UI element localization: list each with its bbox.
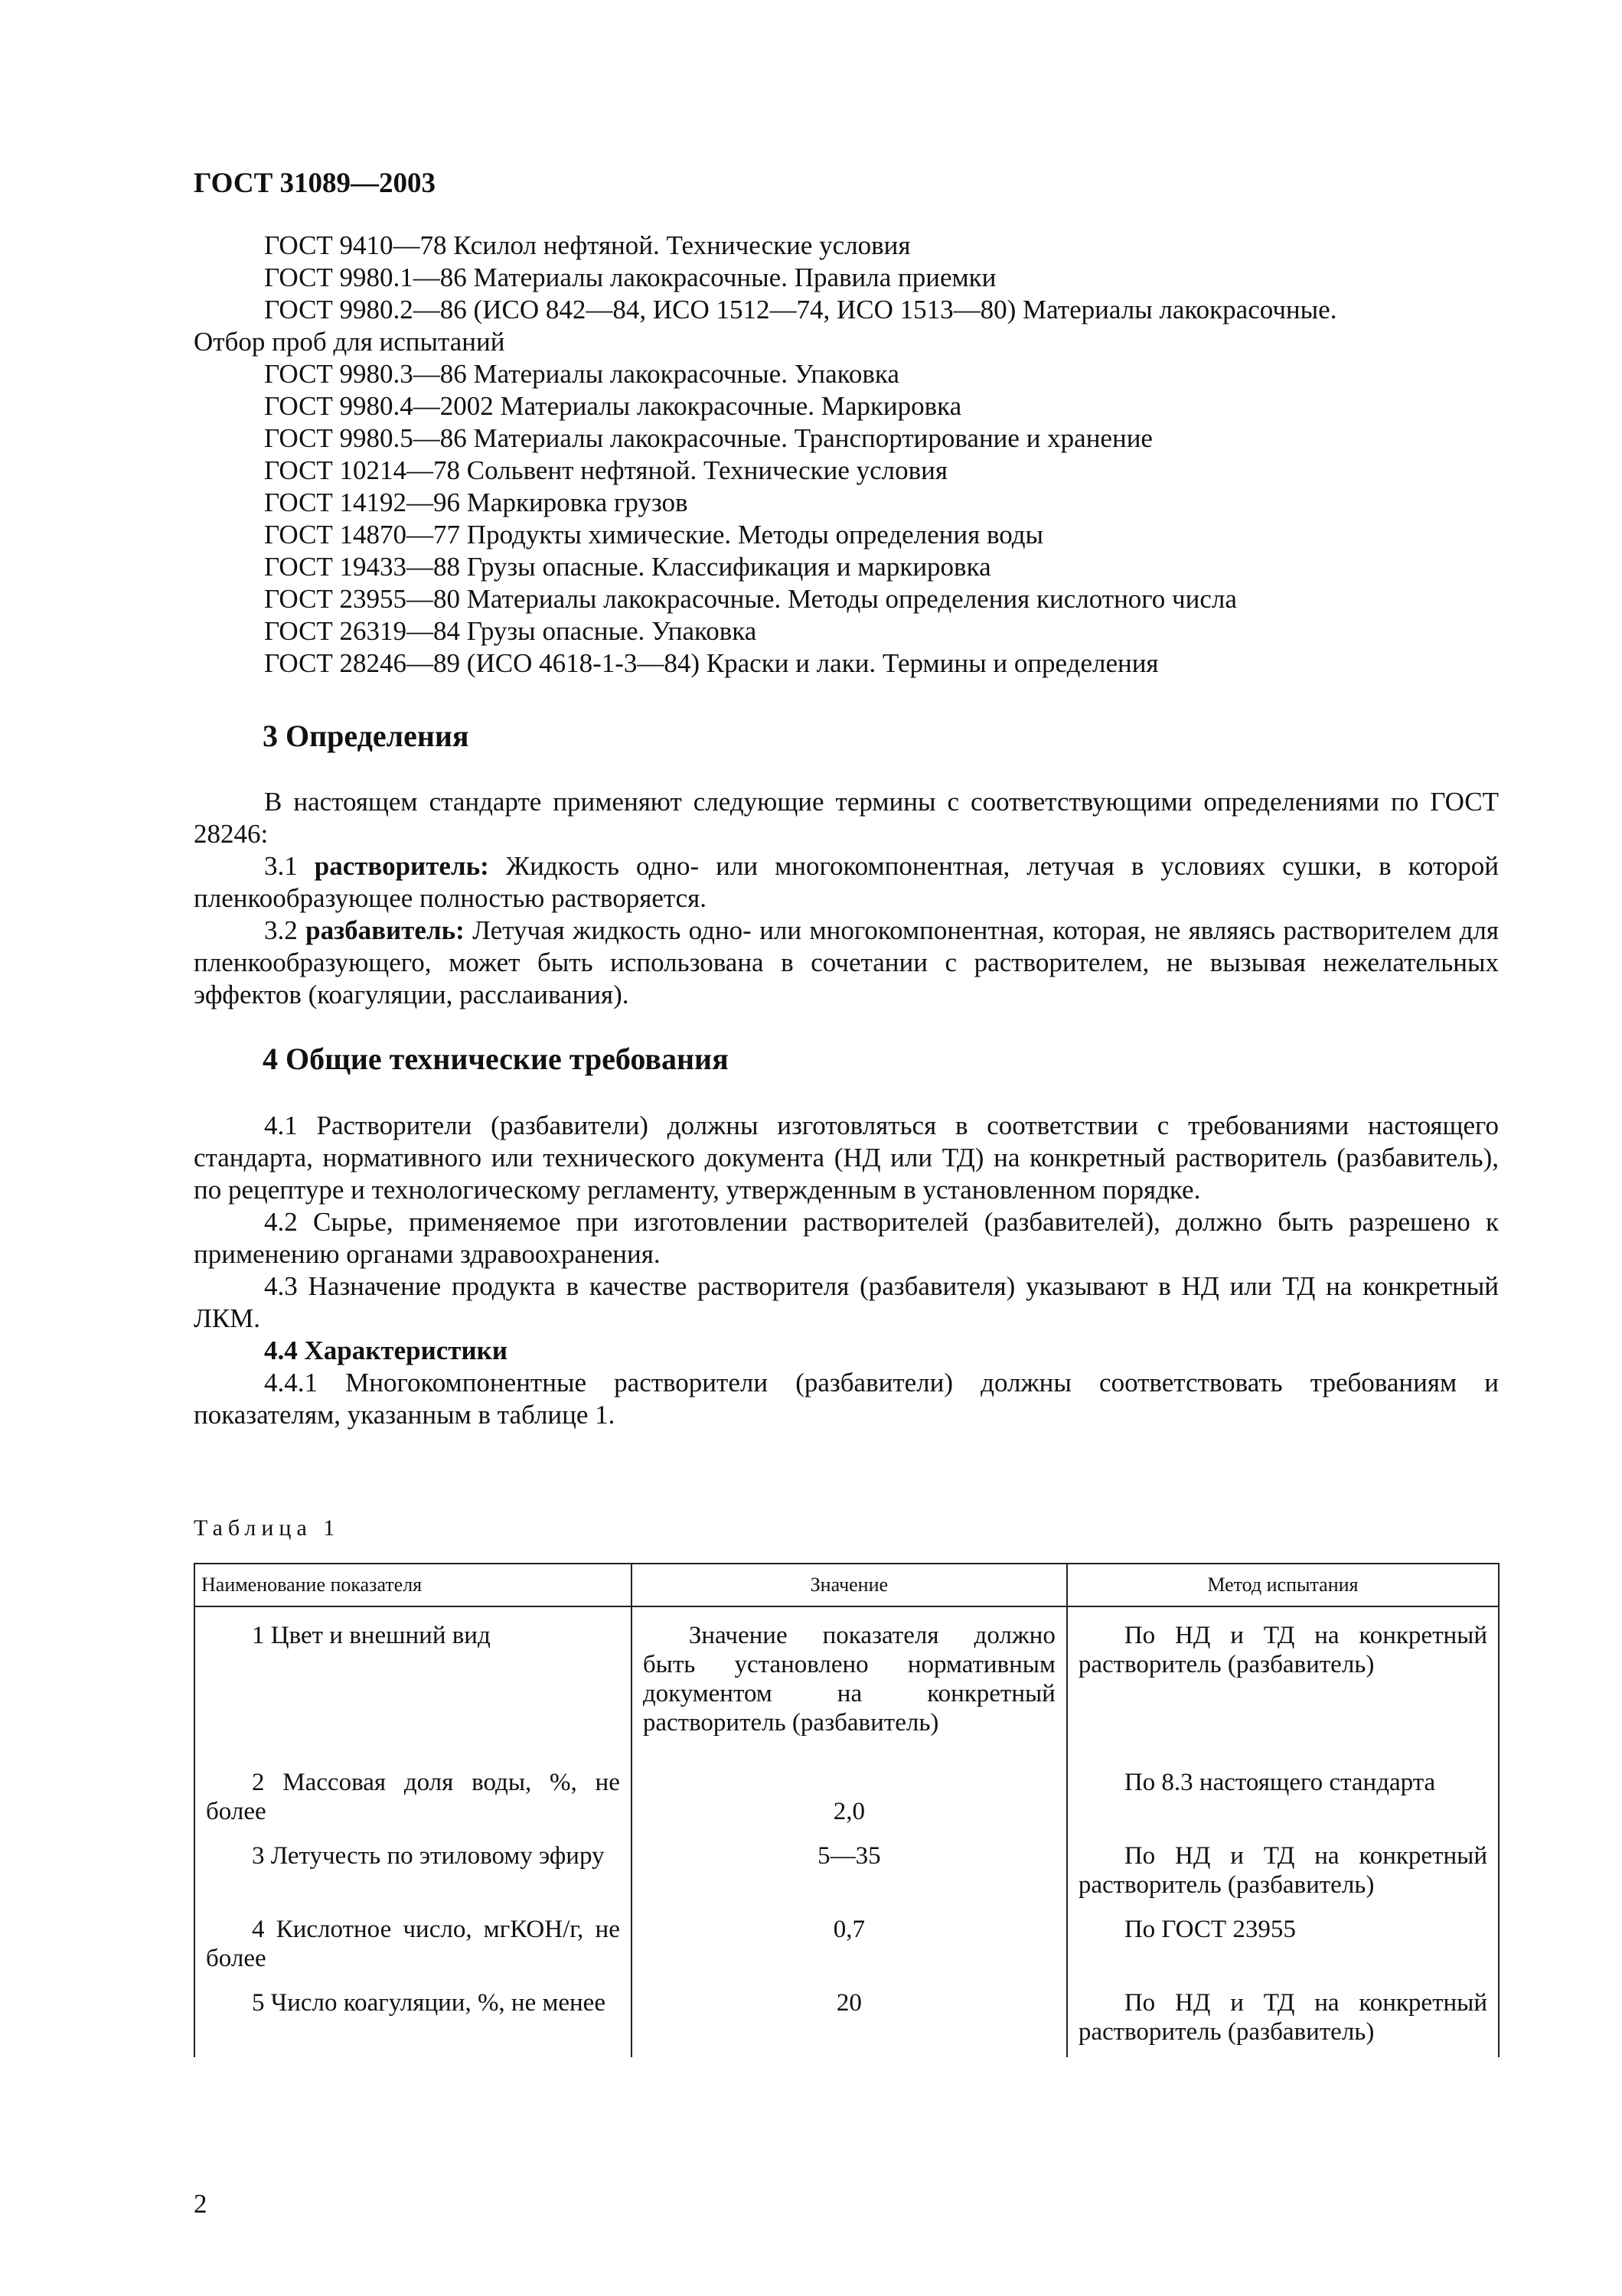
cell-method: По НД и ТД на конкретный растворитель (разбавитель) <box>1067 1984 1499 2057</box>
requirements-table <box>194 1563 1500 2057</box>
cell-name: 3 Летучесть по этиловому эфиру <box>194 1837 632 1910</box>
reference-item: ГОСТ 26319—84 Грузы опасные. Упаковка <box>264 616 757 646</box>
column-header-name: Наименование показателя <box>194 1564 632 1606</box>
cell-method: По ГОСТ 23955 <box>1067 1910 1499 1984</box>
table-header-row <box>194 1564 1499 1606</box>
reference-item: ГОСТ 9980.3—86 Материалы лакокрасочные. Упаковка <box>264 359 899 389</box>
reference-item: ГОСТ 14870—77 Продукты химические. Методы определения воды <box>264 520 1044 550</box>
column-header-method: Метод испытания <box>1067 1564 1499 1606</box>
section-3-heading: 3 Определения <box>263 719 469 753</box>
cell-value: 0,7 <box>632 1910 1067 1984</box>
cell-value: 2,0 <box>632 1748 1067 1837</box>
table-row <box>194 1837 1499 1910</box>
definition-diluent: 3.2 разбавитель: Летучая жидкость одно- или многокомпонентная, которая, не являясь растворителем для пленкообразующего, может быть использована в сочетании с растворителем, не вызывая нежелательных эффектов (коагуляции, расслаивания). <box>194 915 1499 1009</box>
cell-value: 20 <box>632 1984 1067 2057</box>
paragraph-4-3: 4.3 Назначение продукта в качестве растворителя (разбавителя) указывают в НД или ТД на конкретный ЛКМ. <box>194 1271 1499 1333</box>
reference-item: ГОСТ 9980.2—86 (ИСО 842—84, ИСО 1512—74, ИСО 1513—80) Материалы лакокрасочные. <box>264 295 1337 325</box>
cell-method: По НД и ТД на конкретный растворитель (разбавитель) <box>1067 1837 1499 1910</box>
reference-item: ГОСТ 9980.5—86 Материалы лакокрасочные. Транспортирование и хранение <box>264 423 1153 453</box>
table-row <box>194 1748 1499 1837</box>
reference-item: ГОСТ 9410—78 Ксилол нефтяной. Технические условия <box>264 230 911 260</box>
table-row <box>194 1910 1499 1984</box>
cell-method: По НД и ТД на конкретный растворитель (разбавитель) <box>1067 1606 1499 1748</box>
paragraph-4-4-1: 4.4.1 Многокомпонентные растворители (разбавители) должны соответствовать требованиям и показателям, указанным в таблице 1. <box>194 1368 1499 1430</box>
reference-item: ГОСТ 14192—96 Маркировка грузов <box>264 488 688 517</box>
term-solvent: растворитель: <box>314 851 489 881</box>
term-diluent: разбавитель: <box>305 915 465 945</box>
cell-name: 5 Число коагуляции, %, не менее <box>194 1984 632 2057</box>
section-4-heading: 4 Общие технические требования <box>263 1042 729 1076</box>
table-row <box>194 1984 1499 2057</box>
table-caption: Таблица 1 <box>194 1515 341 1541</box>
subsection-4-4-heading: 4.4 Характеристики <box>264 1336 507 1365</box>
section-4-body <box>194 1110 1499 1431</box>
reference-item: ГОСТ 28246—89 (ИСО 4618-1-3—84) Краски и лаки. Термины и определения <box>264 648 1159 678</box>
table-row <box>194 1606 1499 1748</box>
cell-name: 4 Кислотное число, мгКОН/г, не более <box>194 1910 632 1984</box>
section-3-body <box>194 786 1499 1011</box>
document-code-header: ГОСТ 31089—2003 <box>194 168 436 199</box>
reference-item: ГОСТ 19433—88 Грузы опасные. Классификация и маркировка <box>264 552 991 582</box>
cell-method: По 8.3 настоящего стандарта <box>1067 1748 1499 1837</box>
paragraph-4-2: 4.2 Сырье, применяемое при изготовлении растворителей (разбавителей), должно быть разрешено к применению органами здравоохранения. <box>194 1207 1499 1269</box>
reference-item: ГОСТ 9980.1—86 Материалы лакокрасочные. Правила приемки <box>264 263 997 292</box>
normative-references-list <box>194 230 1499 680</box>
cell-value: 5—35 <box>632 1837 1067 1910</box>
reference-item-continuation: Отбор проб для испытаний <box>194 327 505 357</box>
page-number: 2 <box>194 2189 207 2219</box>
section-3-intro: В настоящем стандарте применяют следующие термины с соответствующими определениями по ГОСТ 28246: <box>194 787 1499 849</box>
column-header-value: Значение <box>632 1564 1067 1606</box>
reference-item: ГОСТ 9980.4—2002 Материалы лакокрасочные. Маркировка <box>264 391 962 421</box>
definition-solvent: 3.1 растворитель: Жидкость одно- или многокомпонентная, летучая в условиях сушки, в которой пленкообразующее полностью растворяется. <box>194 851 1499 913</box>
reference-item: ГОСТ 23955—80 Материалы лакокрасочные. Методы определения кислотного числа <box>264 584 1237 614</box>
paragraph-4-1: 4.1 Растворители (разбавители) должны изготовляться в соответствии с требованиями настоящего стандарта, нормативного или технического документа (НД или ТД) на конкретный растворитель (разбавитель), по рецептуре и технологическому регламенту, утвержденным в установленном порядке. <box>194 1110 1499 1205</box>
cell-value: Значение показателя должно быть установлено нормативным документом на конкретный растворитель (разбавитель) <box>632 1606 1067 1748</box>
cell-name: 1 Цвет и внешний вид <box>194 1606 632 1748</box>
cell-name: 2 Массовая доля воды, %, не более <box>194 1748 632 1837</box>
reference-item: ГОСТ 10214—78 Сольвент нефтяной. Технические условия <box>264 455 948 485</box>
